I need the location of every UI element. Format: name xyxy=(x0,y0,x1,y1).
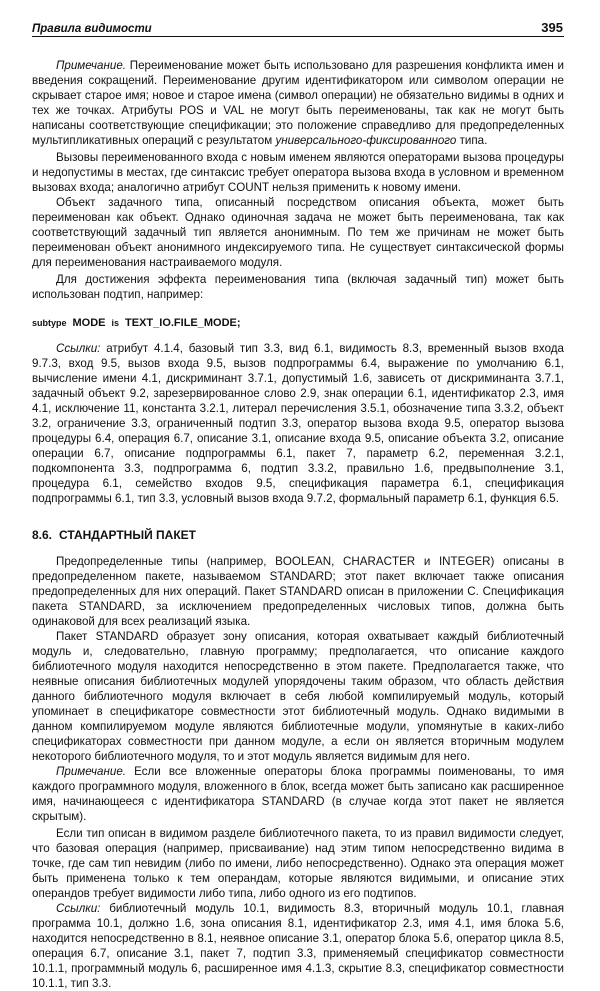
code-target: TEXT_IO.FILE_MODE; xyxy=(125,317,241,329)
section-heading xyxy=(32,528,564,543)
running-header xyxy=(32,20,564,37)
running-title: Правила видимости xyxy=(32,23,152,35)
references-lead: Ссылки: xyxy=(56,902,101,915)
note-paragraph-renaming xyxy=(32,58,564,148)
paragraph-library-package-type: Если тип описан в видимом разделе библиотечного пакета, то из правил видимости следует, что базовая операция (например, присваивание) над этим типом непосредственно видима в точке, где сам тип невидим (либо по имени, либо непосредственно). Однако эта операция может быть применена только к тем операндам, которые являются видимыми, и описание этих операндов требует видимости либо типа, либо одного из его подтипов. xyxy=(32,827,564,900)
note-paragraph-standard xyxy=(32,764,564,824)
code-example xyxy=(32,316,564,331)
paragraph-entry-calls: Вызовы переименованного входа с новым именем являются операторами вызова процедуры и недопустимы в местах, где синтаксис требует оператора вызова входа в условном и временном вызовах входа; аналогично атрибут COUNT нельзя применить к новому имени. xyxy=(32,151,564,194)
section-title: СТАНДАРТНЫЙ ПАКЕТ xyxy=(59,528,197,542)
page-body xyxy=(32,58,564,991)
references-text: атрибут 4.1.4, базовый тип 3.3, вид 6.1, видимость 8.3, временный вызов входа 9.7.3, вход 9.5, вызов входа 9.5, вызов подпрограммы 6.4, выражение по умолчанию 6.1, вычисление имени 4.1, дискриминант 3.7.1, допустимый 1.6, зависеть от дискриминанта 3.7.1, задачный объект 9.2, зарезервированное слово 2.9, знак операции 6.1, идентификатор 2.3, имя 4.1, исключение 11, константа 3.2.1, литерал перечисления 3.5.1, обозначение типа 3.3.2, объект 3.2, ограничение 3.3, ограниченный подтип 3.3, оператор вызова входа 9.5, оператор вызова процедуры 6.4, операция 6.7, описание 3.1, описание входа 9.5, описание объекта 3.2, описание операции 6.7, описание подпрограммы 6.1, пакет 7, параметр 6.2, переменная 3.2.1, подкомпонента 3.3, подпрограмма 6, подтип 3.3.2, правильно 1.6, предвыполнение 3.1, процедура 6.1, семейство входов 9.5, спецификация параметра 6.1, спецификация подпрограммы 6.1, тип 3.3, условный вызов входа 9.7.2, формальный параметр 6.1, функция 6.5. xyxy=(32,342,564,505)
page-number: 395 xyxy=(541,20,563,35)
references-lead: Ссылки: xyxy=(56,342,101,355)
paragraph-predefined-types: Предопределенные типы (например, BOOLEAN, CHARACTER и INTEGER) описаны в предопределенном пакете, называемом STANDARD; этот пакет включает также описания предопределенных для них операций. Пакет STANDARD описан в приложении С. Спецификация пакета STANDARD, за исключением предопределенных числовых типов, должна быть одинаковой для всех реализаций языка. xyxy=(32,555,564,628)
code-keyword-is: is xyxy=(111,318,120,328)
references-paragraph-1 xyxy=(32,341,564,506)
paragraph-task-objects: Объект задачного типа, описанный посредством описания объекта, может быть переименован как объект. Однако одиночная задача не может быть переименована, так как соответствующий задачный тип является анонимным. По тем же причинам не может быть переименован объект анонимного индексируемого типа. Не существует синтаксической формы для переименования настраиваемого модуля. xyxy=(32,196,564,269)
paragraph-subtype-renaming: Для достижения эффекта переименования типа (включая задачный тип) может быть использован подтип, например: xyxy=(32,273,564,301)
note-lead: Примечание. xyxy=(56,765,126,778)
references-paragraph-2 xyxy=(32,901,564,991)
section-number: 8.6. xyxy=(32,528,53,542)
paragraph-text-tail: типа. xyxy=(456,134,488,147)
references-text: библиотечный модуль 10.1, видимость 8.3, вторичный модуль 10.1, главная программа 10.1, должно 1.6, зона описания 8.1, идентификатор 2.3, имя 4.1, имя блока 5.6, находится непосредственно в 8.1, неявное описание 3.1, оператор блока 5.6, оператор цикла 8.5, операция 6.7, описание 3.1, пакет 7, подтип 3.3, применяемый спецификатор совместности 10.1.1, программный модуль 6, расширенное имя 4.1.3, скрытие 8.3, спецификатор совместности 10.1.1, тип 3.3. xyxy=(32,902,564,990)
code-keyword-subtype: subtype xyxy=(32,318,67,328)
paragraph-standard-package: Пакет STANDARD образует зону описания, которая охватывает каждый библиотечный модуль и, следовательно, главную программу; предполагается, что описание каждого библиотечного модуля находится непосредственно в этом пакете. Предполагается также, что неявные описания библиотечных модулей упорядочены таким образом, что область действия данного библиотечного модуля включает в себя любой компилируемый модуль, который упоминает в спецификаторе совместности этот библиотечный модуль. Однако видимыми в данном компилируемом модуле являются библиотечные модули, упомянутые в каких-либо спецификаторах совместности при данном модуле, а если он является вторичным модулем некоторого библиотечного модуля, то и этот модуль является видимым для него. xyxy=(32,630,564,763)
paragraph-text: Если все вложенные операторы блока программы поименованы, то имя каждого программного модуля, вложенного в блок, всегда может быть записано как расширенное имя, начинающееся с идентификатора STANDARD (в случае когда этот пакет не является скрытым). xyxy=(32,765,564,823)
italic-term: универсального-фиксированного xyxy=(275,134,457,147)
paragraph-text: Переименование может быть использовано для разрешения конфликта имен и введения сокращений. Переименование другим идентификатором или символом операции не скрывает старое имя; новое и старое имена (символ операции) не обязательно видимы в одних и тех же точках. Атрибуты POS и VAL не могут быть переименованы, так как не могут быть написаны соответствующие спецификации; это положение справедливо для предопределенных мультипликативных операций с результатом xyxy=(32,59,564,147)
code-name: MODE xyxy=(72,317,106,329)
note-lead: Примечание. xyxy=(56,59,126,72)
